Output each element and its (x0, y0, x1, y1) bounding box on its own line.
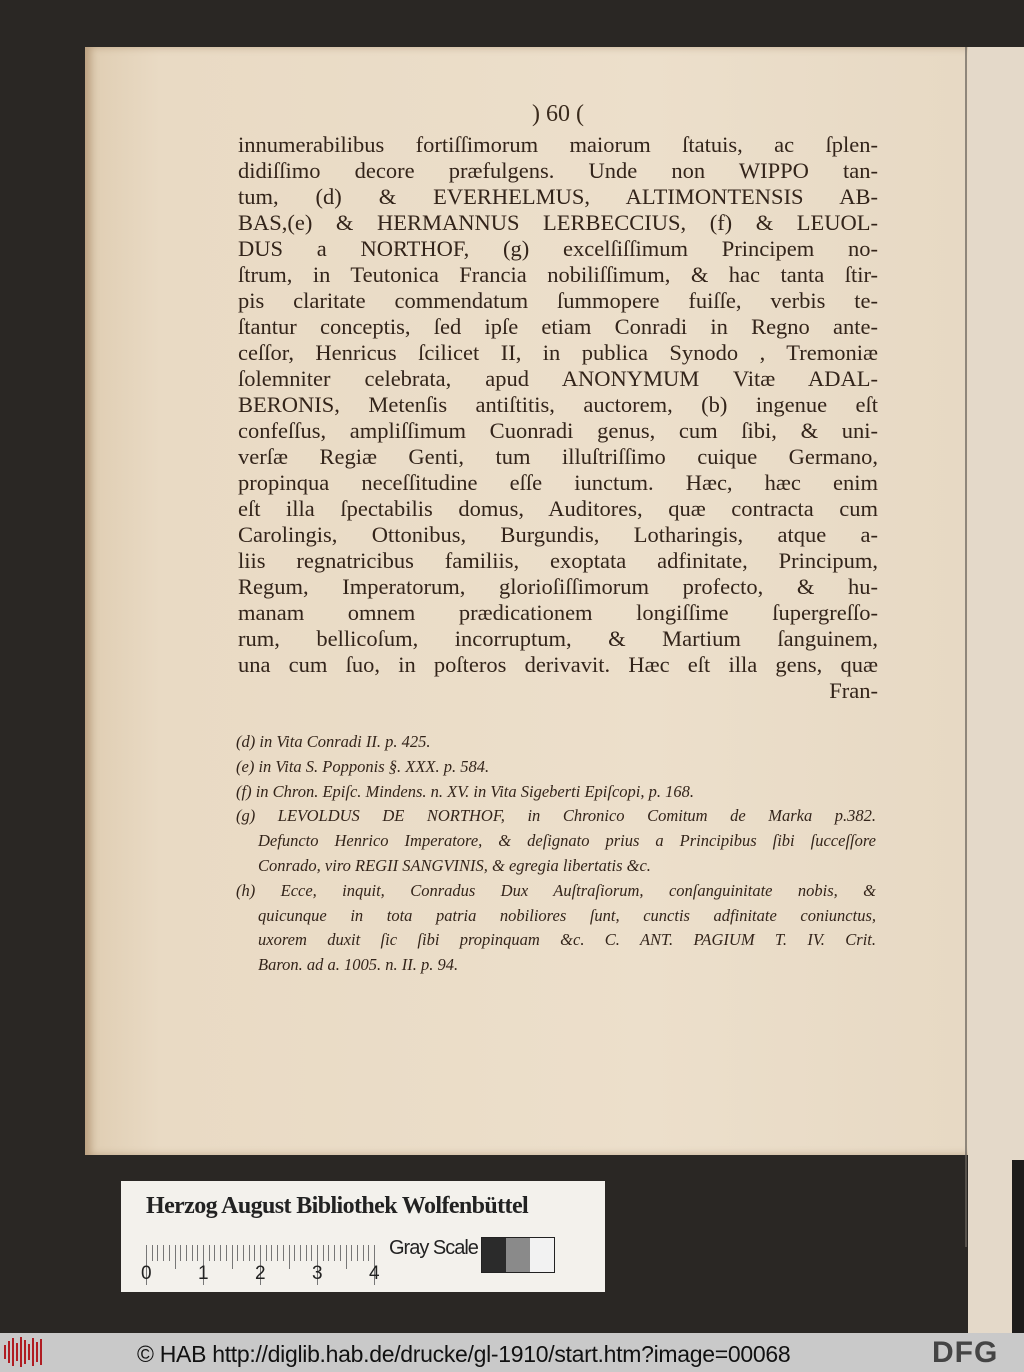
ruler-tick (186, 1245, 187, 1261)
footnote-line: (d) in Vita Conradi II. p. 425. (236, 732, 431, 751)
ruler-tick (289, 1245, 290, 1269)
ruler-tick (209, 1245, 210, 1261)
footnote-line: (g) LEVOLDUS DE NORTHOF, in Chronico Comitum de Marka p.382. (236, 806, 876, 826)
page-gutter (965, 47, 967, 1247)
footnote-line: Conrado, viro REGII SANGVINIS, & egregia libertatis &c. (258, 855, 651, 875)
ruler-tick (294, 1245, 295, 1261)
ruler-tick (300, 1245, 301, 1261)
ruler-tick (306, 1245, 307, 1261)
ruler-tick (340, 1245, 341, 1261)
ruler-tick (152, 1245, 153, 1261)
ruler-tick (368, 1245, 369, 1261)
body-line: ſtantur conceptis, ſed ipſe etiam Conradi in Regno ante- (238, 314, 878, 339)
ruler-tick (157, 1245, 158, 1261)
body-text (238, 132, 878, 704)
ruler-tick (163, 1245, 164, 1261)
body-line: confeſſus, ampliſſimum Cuonradi genus, cum ſibi, & uni- (238, 418, 878, 443)
gray-swatch (506, 1238, 530, 1272)
ruler-tick (192, 1245, 193, 1261)
ruler-tick (311, 1245, 312, 1261)
body-line: eſt illa ſpectabilis domus, Auditores, quæ contracta cum (238, 496, 878, 521)
ruler-tick (220, 1245, 221, 1261)
ruler-tick (237, 1245, 238, 1261)
hab-logo-icon (4, 1337, 44, 1367)
footnote-line: Defuncto Henrico Imperatore, & deſignato prius a Principibus ſibi ſucceſſore (258, 831, 876, 851)
body-line: tum, (d) & EVERHELMUS, ALTIMONTENSIS AB- (238, 184, 878, 209)
catchword: Fran- (829, 678, 878, 703)
footer-bar (0, 1333, 1024, 1372)
body-line: innumerabilibus fortiſſimorum maiorum ſtatuis, ac ſplen- (238, 132, 878, 157)
gray-swatch (482, 1238, 506, 1272)
ruler-tick (197, 1245, 198, 1261)
ruler-tick (175, 1245, 176, 1269)
color-reference-card (121, 1181, 605, 1292)
ruler-tick (277, 1245, 278, 1261)
body-line: BAS,(e) & HERMANNUS LERBECCIUS, (f) & LEUOL- (238, 210, 878, 235)
footnote-line: (f) in Chron. Epiſc. Mindens. n. XV. in Vita Sigeberti Epiſcopi, p. 168. (236, 781, 694, 801)
ruler-number: 4 (369, 1263, 380, 1284)
ruler-tick (351, 1245, 352, 1261)
body-line: BERONIS, Metenſis antiſtitis, auctorem, (b) ingenue eſt (238, 392, 878, 417)
footnote-line: Baron. ad a. 1005. n. II. p. 94. (258, 955, 459, 975)
ruler-tick (243, 1245, 244, 1261)
ruler-tick (254, 1245, 255, 1261)
ruler-number: 2 (255, 1263, 266, 1284)
footnote-line: uxorem duxit ſic ſibi propinquam &c. C. ANT. PAGIUM T. IV. Crit. (258, 930, 876, 950)
gray-swatch (530, 1238, 554, 1272)
ruler-tick (214, 1245, 215, 1261)
body-line: pis claritate commendatum ſummopere fuiſſe, verbis te- (238, 288, 878, 313)
ruler-tick (346, 1245, 347, 1269)
body-line: manam omnem prædicationem longiſſime ſupergreſſo- (238, 600, 878, 625)
ruler-tick (266, 1245, 267, 1261)
page-number-header: ) 60 ( (532, 101, 584, 127)
dfg-logo: DFG (932, 1336, 999, 1369)
ruler-tick (271, 1245, 272, 1261)
body-line: Carolingis, Ottonibus, Burgundis, Lotharingis, atque a- (238, 522, 878, 547)
ruler-tick (323, 1245, 324, 1261)
body-line: rum, bellicoſum, incorruptum, & Martium ſanguinem, (238, 626, 878, 651)
ruler-tick (226, 1245, 227, 1261)
body-line: ceſſor, Henricus ſcilicet II, in publica Synodo , Tremoniæ (238, 340, 878, 365)
gray-scale-label: Gray Scale (389, 1237, 478, 1259)
body-line: propinqua neceſſitudine eſſe iunctum. Hæc, hæc enim (238, 470, 878, 495)
ruler-tick (363, 1245, 364, 1261)
body-line: ſolemniter celebrata, apud ANONYMUM Vitæ ADAL- (238, 366, 878, 391)
body-line: didiſſimo decore præfulgens. Unde non WIPPO tan- (238, 158, 878, 183)
ruler-tick (334, 1245, 335, 1261)
ruler-number: 1 (198, 1263, 209, 1284)
library-name: Herzog August Bibliothek Wolfenbüttel (146, 1193, 529, 1219)
body-line: liis regnatricibus familiis, exoptata adfinitate, Principum, (238, 548, 878, 573)
ruler-number: 3 (312, 1263, 323, 1284)
ruler-number: 0 (141, 1263, 152, 1284)
ruler-tick (232, 1245, 233, 1269)
body-line: ſtrum, in Teutonica Francia nobiliſſimum, & hac tanta ſtir- (238, 262, 878, 287)
ruler-tick (357, 1245, 358, 1261)
binding-edge (1012, 1160, 1024, 1335)
footnote-line: (e) in Vita S. Popponis §. XXX. p. 584. (236, 756, 490, 776)
facing-page-edge (968, 47, 1024, 1337)
body-line: una cum ſuo, in poſteros derivavit. Hæc eſt illa gens, quæ (238, 652, 878, 677)
body-line: Regum, Imperatorum, glorioſiſſimorum profecto, & hu- (238, 574, 878, 599)
ruler-tick (180, 1245, 181, 1261)
footnote-line: (h) Ecce, inquit, Conradus Dux Auſtraſiorum, conſanguinitate nobis, & (236, 880, 876, 900)
copyright-url[interactable]: © HAB http://diglib.hab.de/drucke/gl-1910/start.htm?image=00068 (137, 1341, 791, 1367)
gray-scale-swatch (481, 1237, 555, 1273)
body-line: verſæ Regiæ Genti, tum illuſtriſſimo cuique Germano, (238, 444, 878, 469)
ruler-tick (249, 1245, 250, 1261)
footnote-line: quicunque in tota patria nobiliores ſunt, cunctis adfinitate coniunctus, (258, 905, 876, 925)
ruler-tick (169, 1245, 170, 1261)
footnotes (236, 730, 876, 978)
body-line: DUS a NORTHOF, (g) excelſiſſimum Principem no- (238, 236, 878, 261)
ruler-tick (283, 1245, 284, 1261)
ruler-tick (328, 1245, 329, 1261)
